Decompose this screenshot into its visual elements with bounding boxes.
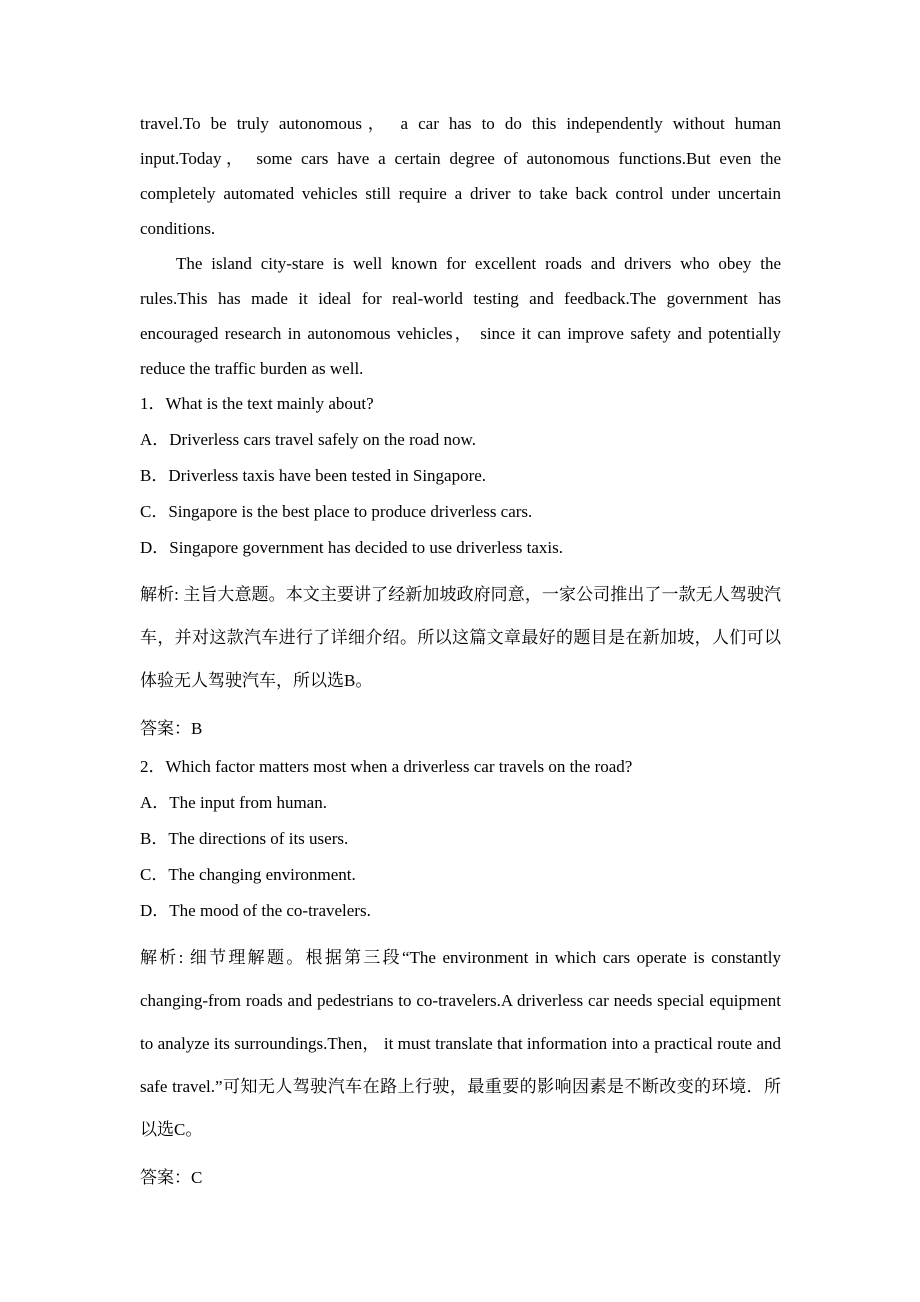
question-option-a: A．Driverless cars travel safely on the road now. xyxy=(140,430,476,449)
analysis-paragraph: 解析: 主旨大意题。本文主要讲了经新加坡政府同意，一家公司推出了一款无人驾驶汽车，并对这款汽车进行了详细介绍。所以这篇文章最好的题目是在新加坡，人们可以体验无人驾驶汽车，所以选B。 xyxy=(140,585,781,690)
question-option-d: D．The mood of the co-travelers. xyxy=(140,901,371,920)
question-option-d: D．Singapore government has decided to use driverless taxis. xyxy=(140,538,564,557)
passage-paragraph: travel.To be truly autonomous， a car has to do this independently without human input.Today， some cars have a certain degree of autonomous functions.But even the completely automated vehicles still require a driver to take back control under uncertain conditions. xyxy=(140,114,781,238)
passage-paragraph: The island city-stare is well known for excellent roads and drivers who obey the rules.This has made it ideal for real-world testing and feedback.The government has encouraged research in autonomous vehicles， since it can improve safety and potentially reduce the traffic burden as well. xyxy=(140,254,781,378)
question-block-1 xyxy=(140,386,781,747)
question-option-b: B．The directions of its users. xyxy=(140,829,349,848)
analysis-paragraph: 解析: 细节理解题。根据第三段“The environment in which cars operate is constantly changing-from roads and pedestrians to co-travelers.A driverless car needs special equipment to analyze its surroundings.Then， it must translate that information into a practical route and safe travel.”可知无人驾驶汽车在路上行驶，最重要的影响因素是不断改变的环境．所以选C。 xyxy=(140,948,781,1139)
question-option-c: C．The changing environment. xyxy=(140,865,356,884)
answer-line: 答案：B xyxy=(140,719,203,738)
question-block-2 xyxy=(140,749,781,1196)
question-option-c: C．Singapore is the best place to produce driverless cars. xyxy=(140,502,533,521)
answer-line: 答案：C xyxy=(140,1168,203,1187)
question-option-b: B．Driverless taxis have been tested in Singapore. xyxy=(140,466,487,485)
question-option-a: A．The input from human. xyxy=(140,793,327,812)
question-stem: 1．What is the text mainly about? xyxy=(140,394,374,413)
question-stem: 2．Which factor matters most when a driverless car travels on the road? xyxy=(140,757,633,776)
